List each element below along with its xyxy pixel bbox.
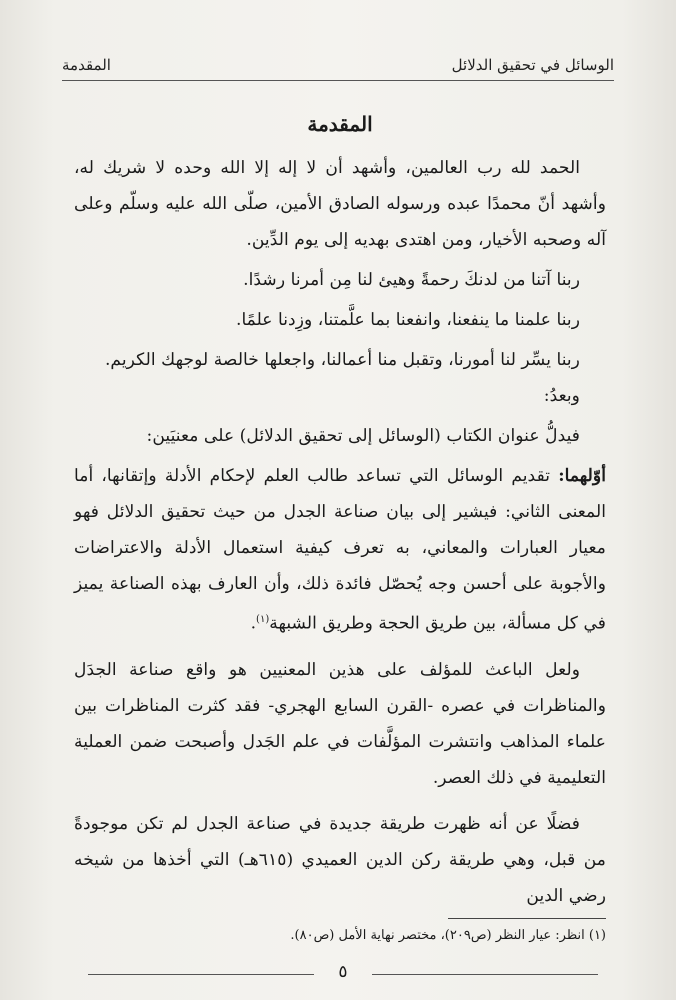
supplication-3: ربنا يسِّر لنا أمورنا، وتقبل منا أعمالنا، واجعلها خالصة لوجهك الكريم. <box>104 350 580 370</box>
footnote-text: (١) انظر: عيار النظر (ص٢٠٩)، مختصر نهاية الأمل (ص٨٠). <box>290 928 606 943</box>
footnote-rule <box>448 918 606 919</box>
context-paragraph: ولعل الباعث للمؤلف على هذين المعنيين هو واقع صناعة الجدَل والمناظرات في عصره -القرن السابع الهجري- فقد كثرت المناظرات بين علماء المذاهب وانتشرت المؤلَّفات في علم الجَدل وأصبحت ضمن العملية التعليمية في ذلك العصر. <box>74 659 606 788</box>
header-rule <box>62 80 614 81</box>
first-meaning-lead: أوّلهما: <box>558 466 606 486</box>
first-meaning-paragraph: أوّلهما: تقديم الوسائل التي تساعد طالب العلم لإحكام الأدلة وإتقانها، أما المعنى الثاني: فيشير إلى بيان صناعة الجدل من حيث تحقيق الدلائل فهو معيار العبارات والمعاني، به تعرف كيفية استعمال الأدلة والاعتراضات والأجوبة على أحسن وجه يُحصّل فائدة ذلك، وأن العارف بهذه الصناعة يميز في كل مسألة، بين طريق الحجة وطريق الشبهة$^{(١)}$. <box>74 466 606 634</box>
footnote-marker[interactable]: (١) <box>256 614 270 625</box>
method-paragraph: فضلًا عن أنه ظهرت طريقة جديدة في صناعة الجدل لم تكن موجودةً من قبل، وهي طريقة ركن الدين العميدي (٦١٥هـ) التي أخذها من شيخه رضي الدين <box>74 813 607 906</box>
header-section-title: المقدمة <box>62 56 111 74</box>
supplication-2: ربنا علمنا ما ينفعنا، وانفعنا بما علَّمتنا، وزِدنا علمًا. <box>235 310 580 330</box>
main-text <box>74 112 606 914</box>
chapter-title: المقدمة <box>307 112 373 136</box>
bottom-rule-left <box>88 974 314 975</box>
first-meaning-text: تقديم الوسائل التي تساعد طالب العلم لإحكام الأدلة وإتقانها، أما المعنى الثاني: فيشير إلى بيان صناعة الجدل من حيث تحقيق الدلائل فهو معيار العبارات والمعاني، به تعرف كيفية استعمال الأدلة والاعتراضات والأجوبة على أحسن وجه يُحصّل فائدة ذلك، وأن العارف بهذه الصناعة يميز في كل مسألة، بين طريق الحجة وطريق الشبهة <box>74 466 606 634</box>
transition-text: وبعدُ: <box>543 386 580 406</box>
opening-praise: الحمد لله رب العالمين، وأشهد أن لا إله إلا الله وحده لا شريك له، وأشهد أنّ محمدًا عبده ورسوله الصادق الأمين، صلّى الله عليه وسلّم وعلى آله وصحبه الأخيار، ومن اهتدى بهديه إلى يوم الدِّين. <box>74 158 606 250</box>
supplication-1: ربنا آتنا من لدنكَ رحمةً وهيئ لنا مِن أمرنا رشدًا. <box>243 270 580 290</box>
header-book-title: الوسائل في تحقيق الدلائل <box>451 56 614 74</box>
bottom-rule-right <box>372 974 598 975</box>
running-header <box>62 52 614 78</box>
title-meanings-intro: فيدلُّ عنوان الكتاب (الوسائل إلى تحقيق الدلائل) على معنيَين: <box>146 426 580 446</box>
page-number: ٥ <box>338 962 348 982</box>
